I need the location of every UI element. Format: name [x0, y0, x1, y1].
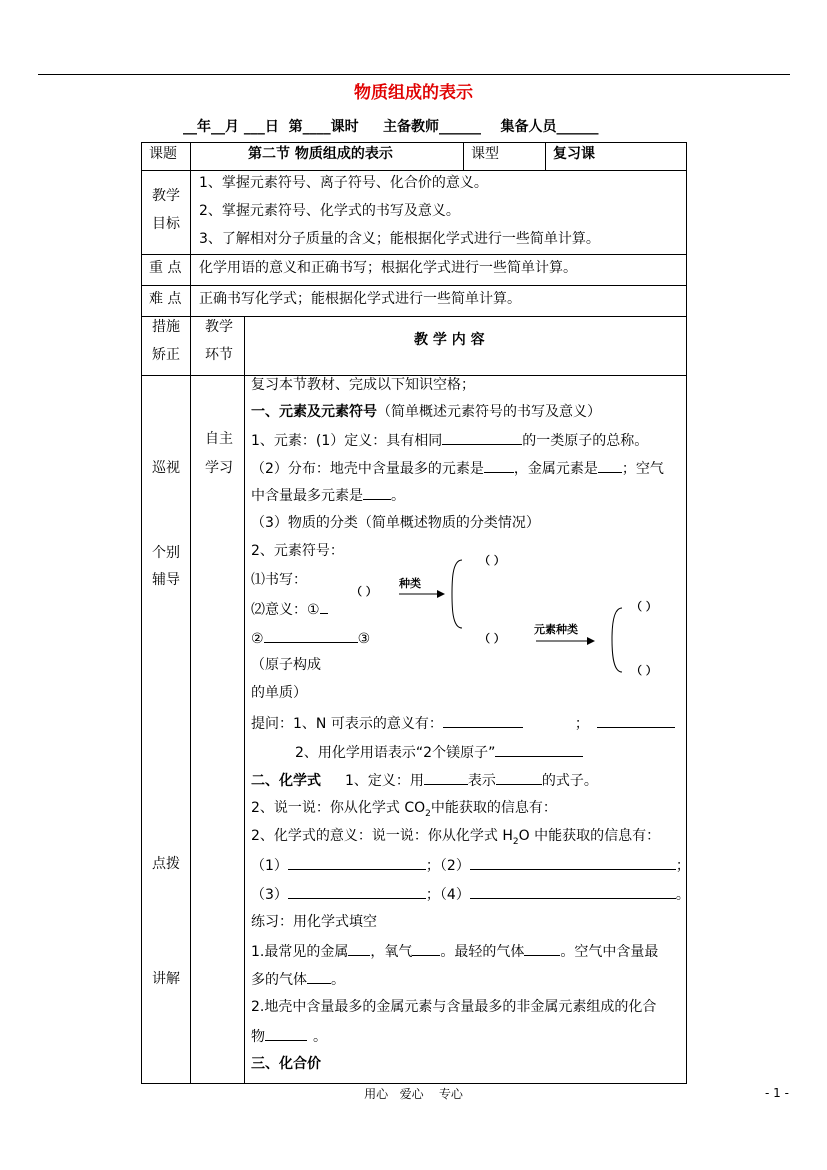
individual-label-1: 个别	[152, 545, 180, 561]
answer-line-2: （3） ；（4） 。	[251, 884, 690, 905]
stage-label-2: 环节	[205, 347, 233, 363]
goals-label-1: 教学	[152, 188, 180, 204]
diagram-paren: （ ）	[631, 664, 657, 677]
type-value: 复习课	[553, 146, 595, 162]
footer-motto: 用心 爱心 专心	[364, 1087, 463, 1101]
patrol-label: 巡视	[152, 460, 180, 476]
section-2-line: 二、化学式 1、定义：用 表示 的式子。	[251, 770, 598, 791]
key-label: 重 点	[149, 260, 182, 276]
goal-item: 3、了解相对分子质量的含义；能根据化学式进行一些简单计算。	[199, 231, 600, 247]
difficulty-text: 正确书写化学式；能根据化学式进行一些简单计算。	[199, 291, 521, 307]
goal-item: 2、掌握元素符号、化学式的书写及意义。	[199, 203, 460, 219]
element-symbol-line: 2、元素符号：	[251, 543, 344, 559]
type-label: 课型	[471, 146, 499, 162]
air-element-line: 中含量最多元素是 。	[251, 485, 405, 506]
simple-substance-line: 的单质）	[251, 685, 307, 701]
practice-2-line: 2.地壳中含量最多的金属元素与含量最多的非金属元素组成的化合	[251, 999, 657, 1015]
section-3-title: 三、化合价	[251, 1056, 321, 1072]
document-title: 物质组成的表示	[354, 83, 473, 103]
meaning-line: ⑵意义：①	[251, 599, 328, 620]
goal-item: 1、掌握元素符号、离子符号、化合价的意义。	[199, 175, 488, 191]
measures-label-1: 措施	[152, 319, 180, 335]
question-1-line: 提问：1、N 可表示的意义有： ；	[251, 713, 675, 734]
diagram-paren: （ ）	[479, 632, 505, 645]
diagram-element-kind-label: 元素种类	[534, 623, 578, 636]
meaning-line-2: ② ③	[251, 628, 370, 649]
section-1-title: 一、元素及元素符号	[251, 404, 377, 420]
distribution-line: （2）分布：地壳中含量最多的元素是 ，金属元素是 ；空气	[251, 458, 664, 479]
practice-1-cont: 多的气体 。	[251, 969, 345, 990]
writing-line: ⑴书写：	[251, 572, 307, 588]
atom-composed-line: （原子构成	[251, 657, 321, 673]
practice-1-line: 1.最常见的金属 ，氧气 。最轻的气体 。空气中含量最	[251, 941, 658, 962]
diagram-paren: （ ）	[631, 600, 657, 613]
header-rule	[38, 74, 790, 75]
practice-2-cont: 物 。	[251, 1026, 327, 1047]
h2o-line: 2、化学式的意义：说一说：你从化学式 $H_2O$ 中能获取的信息有：	[251, 828, 661, 847]
guide-label: 点拨	[152, 856, 180, 872]
self-study-label-1: 自主	[205, 431, 233, 447]
self-study-label-2: 学习	[205, 460, 233, 476]
practice-title: 练习：用化学式填空	[251, 914, 377, 930]
co2-line: 2、说一说：你从化学式 $CO_2$中能获取的信息有：	[251, 800, 557, 819]
diagram-kind-label: 种类	[399, 577, 421, 590]
subject-value: 第二节 物质组成的表示	[248, 146, 393, 162]
classification-line: （3）物质的分类（简单概述物质的分类情况）	[251, 515, 540, 531]
section-2-title: 二、化学式	[251, 773, 321, 789]
diagram-paren: （ ）	[479, 554, 505, 567]
lesson-plan-table	[141, 142, 690, 1084]
diagram-paren: （ ）	[351, 585, 377, 598]
section-1-note: （简单概述元素符号的书写及意义）	[377, 404, 601, 420]
measures-label-2: 矫正	[152, 347, 180, 363]
content-header: 教 学 内 容	[414, 332, 485, 348]
element-definition-line: 1、元素：(1）定义：具有相同 的一类原子的总称。	[251, 430, 648, 451]
individual-label-2: 辅导	[152, 572, 180, 588]
answer-line-1: （1） ；（2） ；	[251, 855, 690, 876]
key-text: 化学用语的意义和正确书写；根据化学式进行一些简单计算。	[199, 260, 577, 276]
page-number: - 1 -	[765, 1086, 789, 1100]
question-2-line: 2、用化学用语表示“2个镁原子”	[295, 742, 583, 763]
goals-label-2: 目标	[152, 216, 180, 232]
meta-line: __年__月 ___日 第____课时 主备教师______ 集备人员______	[183, 119, 599, 135]
stage-label-1: 教学	[205, 319, 233, 335]
difficulty-label: 难 点	[149, 291, 182, 307]
subject-label: 课题	[149, 146, 177, 162]
explain-label: 讲解	[152, 971, 180, 987]
intro-line: 复习本节教材、完成以下知识空格；	[251, 377, 475, 393]
